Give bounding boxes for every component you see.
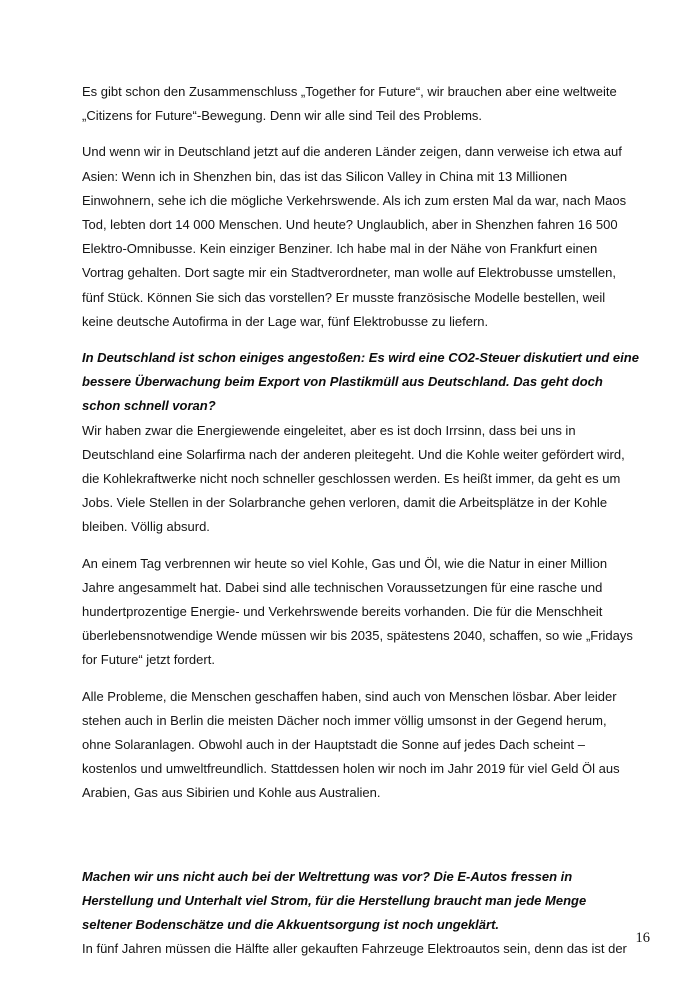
paragraph-berlin-solaranlagen: Alle Probleme, die Menschen geschaffen haben, sind auch von Menschen lösbar. Aber leider stehen auch in Berlin die meisten Dächer noch immer völlig umsonst in der Gegend herum, ohne Solaranlagen. Obwohl auch in der Hauptstadt die Sonne auf jedes Dach scheint – kostenlos und umweltfreundlich. Stattdessen holen wir noch im Jahr 2019 für viel Geld Öl aus Arabien, Gas aus Sibirien und Kohle aus Australien. — [82, 688, 620, 801]
interview-answer-elektroautos: In fünf Jahren müssen die Hälfte aller gekauften Fahrzeuge Elektroautos sein, denn das ist der — [82, 941, 627, 957]
paragraph-kohle-gas-oel: An einem Tag verbrennen wir heute so viel Kohle, Gas und Öl, wie die Natur in einer Million Jahre angesammelt hat. Dabei sind alle technischen Voraussetzungen für eine rasche und hundertprozentige Energie- und Verkehrswende bereits vorhanden. Die für die Menschheit überlebensnotwendige Wende müssen wir bis 2035, spätestens 2040, schaffen, so wie „Fridays for Future“ jetzt fordert. — [82, 555, 633, 668]
interview-question-co2-steuer: In Deutschland ist schon einiges angestoßen: Es wird eine CO2-Steuer diskutiert und eine bessere Überwachung beim Export von Plastikmüll aus Deutschland. Das geht doch schon schnell voran? — [82, 350, 639, 414]
paragraph-shenzhen-verkehrswende: Und wenn wir in Deutschland jetzt auf die anderen Länder zeigen, dann verweise ich etwa auf Asien: Wenn ich in Shenzhen bin, das ist das Silicon Valley in China mit 13 Millionen Einwohnern, sehe ich die mögliche Verkehrswende. Als ich zum ersten Mal da war, nach Maos Tod, lebten dort 14 000 Menschen. Und heute? Unglaublich, aber in Shenzhen fahren 16 500 Elektro-Omnibusse. Kein einziger Benziner. Ich habe mal in der Nähe von Frankfurt einen Vortrag gehalten. Dort sagte mir ein Stadtverordneter, man wolle auf Elektrobusse umstellen, fünf Stück. Können Sie sich das vorstellen? Er musste französische Modelle bestellen, weil keine deutsche Autofirma in der Lage war, fünf Elektrobusse zu liefern. — [82, 144, 627, 329]
document-body — [82, 80, 639, 974]
paragraph-together-for-future: Es gibt schon den Zusammenschluss „Together for Future“, wir brauchen aber eine weltweite „Citizens for Future“-Bewegung. Denn wir alle sind Teil des Problems. — [82, 84, 617, 124]
page-number: 16 — [635, 930, 650, 946]
interview-question-e-autos: Machen wir uns nicht auch bei der Weltrettung was vor? Die E-Autos fressen in Herstellung und Unterhalt viel Strom, für die Herstellung braucht man jede Menge seltener Bodenschätze und die Akkuentsorgung ist noch ungeklärt. — [82, 868, 587, 933]
interview-answer-energiewende: Wir haben zwar die Energiewende eingeleitet, aber es ist doch Irrsinn, dass bei uns in Deutschland eine Solarfirma nach der anderen pleitegeht. Und die Kohle weiter gefördert wird, die Kohlekraftwerke nicht noch schneller geschlossen werden. Es heißt immer, da geht es um Jobs. Viele Stellen in der Solarbranche gehen verloren, damit die Arbeitsplätze in der Kohle bleiben. Völlig absurd. — [82, 422, 625, 535]
